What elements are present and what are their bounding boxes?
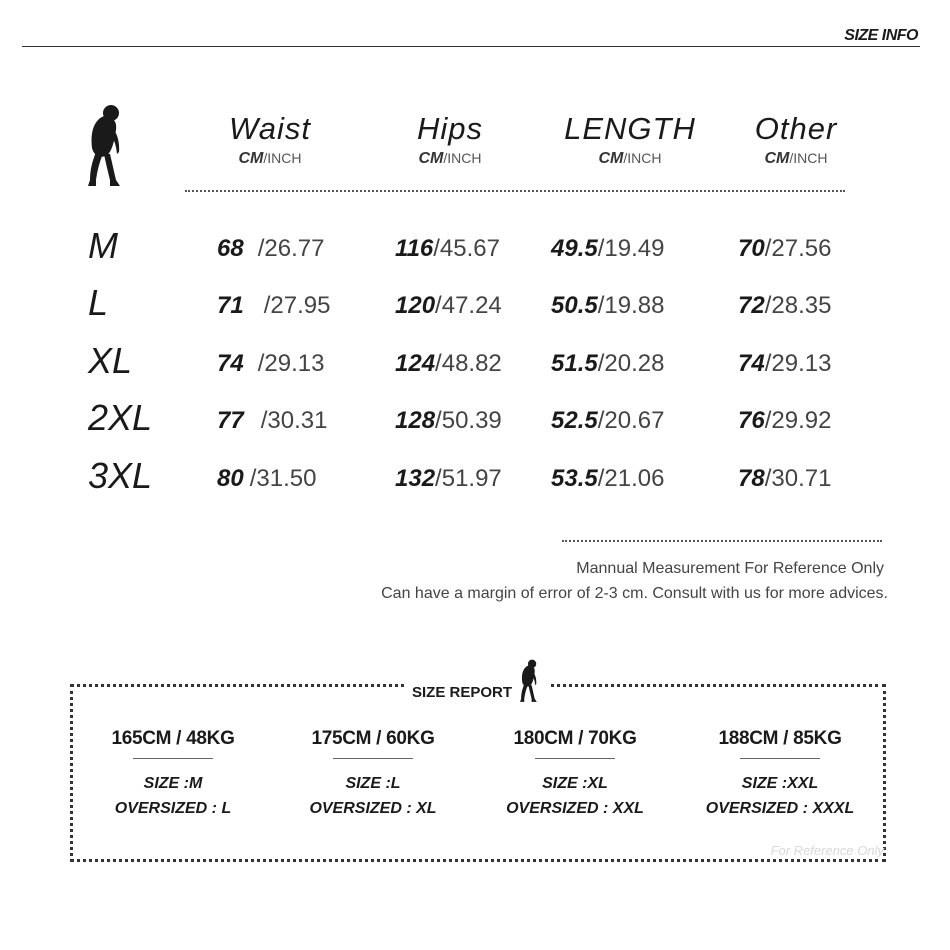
table-cell [217, 406, 327, 436]
monkey-figure-icon [518, 658, 542, 704]
cell-cm: 74 [217, 350, 244, 377]
unit-cm: CM [418, 150, 444, 167]
table-cell [551, 349, 664, 379]
column-title: LENGTH [564, 111, 696, 146]
cell-cm: 78 [738, 465, 765, 492]
oversized-size: OVERSIZED : XXL [506, 800, 644, 817]
note-line-2: Can have a margin of error of 2-3 cm. Consult with us for more advices. [381, 585, 888, 602]
cell-cm: 71 [217, 292, 244, 319]
table-cell [217, 464, 316, 494]
cell-inch: /26.77 [257, 235, 325, 262]
cell-inch: /19.88 [597, 292, 665, 319]
reference-footnote: For Reference Only [770, 843, 884, 858]
unit-cm: CM [764, 150, 790, 167]
column-header-other [726, 112, 866, 168]
unit-cm: CM [598, 150, 624, 167]
cell-inch: /47.24 [435, 292, 502, 319]
cell-cm: 74 [738, 350, 765, 377]
cell-inch: /30.71 [764, 465, 832, 492]
column-unit [726, 150, 866, 168]
cell-inch: /31.50 [249, 465, 317, 492]
cell-inch: /45.67 [433, 235, 500, 262]
cell-cm: 120 [395, 292, 436, 319]
header-dotted-divider [185, 190, 845, 192]
entry-divider [535, 758, 615, 759]
cell-cm: 68 [217, 235, 244, 262]
entry-divider [133, 758, 213, 759]
cell-inch: /29.13 [257, 350, 325, 377]
table-cell [395, 464, 502, 494]
size-report-entry [680, 728, 880, 821]
cell-cm: 128 [395, 407, 436, 434]
table-cell [551, 291, 664, 321]
recommended-size: SIZE :M [143, 775, 203, 792]
cell-inch: /29.13 [764, 350, 832, 377]
oversized-size: OVERSIZED : XL [309, 800, 437, 817]
cell-inch: /19.49 [597, 235, 665, 262]
height-weight: 180CM / 70KG [513, 728, 637, 749]
recommended-size: SIZE :XL [542, 775, 608, 792]
size-report-entry [73, 728, 273, 821]
table-cell [738, 349, 831, 379]
cell-inch: /29.92 [764, 407, 832, 434]
height-weight: 165CM / 48KG [111, 728, 235, 749]
cell-cm: 116 [395, 235, 434, 262]
unit-cm: CM [238, 150, 264, 167]
size-report-title: SIZE REPORT [412, 684, 513, 701]
entry-divider [333, 758, 413, 759]
cell-cm: 77 [217, 407, 244, 434]
height-weight: 175CM / 60KG [311, 728, 435, 749]
notes-dotted-divider [562, 540, 882, 542]
cell-inch: /27.56 [764, 235, 832, 262]
column-title: Hips [416, 111, 483, 146]
size-report-header [406, 664, 548, 704]
oversized-size: OVERSIZED : XXXL [705, 800, 855, 817]
cell-cm: 53.5 [551, 465, 598, 492]
cell-inch: /50.39 [435, 407, 502, 434]
cell-inch: /28.35 [764, 292, 832, 319]
note-line-1: Mannual Measurement For Reference Only [576, 560, 884, 577]
cell-cm: 52.5 [551, 407, 598, 434]
column-title: Other [754, 111, 838, 146]
column-header-length [550, 112, 710, 168]
cell-inch: /20.67 [597, 407, 665, 434]
size-table [0, 226, 950, 516]
table-cell [738, 406, 831, 436]
size-label: XL [88, 340, 133, 381]
oversized-size: OVERSIZED : L [114, 800, 232, 817]
cell-cm: 80 [217, 465, 244, 492]
cell-inch: /27.95 [263, 292, 331, 319]
column-header-waist [200, 112, 340, 168]
size-label: 3XL [88, 455, 153, 496]
cell-cm: 51.5 [551, 350, 598, 377]
table-cell [738, 464, 831, 494]
table-cell [217, 291, 330, 321]
cell-cm: 49.5 [551, 235, 598, 262]
column-header-hips [380, 112, 520, 168]
monkey-figure-icon [84, 104, 130, 188]
table-cell [217, 349, 324, 379]
table-cell [217, 234, 324, 264]
table-cell [551, 406, 664, 436]
table-cell [551, 464, 664, 494]
cell-inch: /21.06 [597, 465, 665, 492]
table-cell [395, 406, 502, 436]
table-cell [738, 291, 831, 321]
table-cell [738, 234, 831, 264]
entry-divider [740, 758, 820, 759]
cell-inch: /30.31 [260, 407, 328, 434]
cell-cm: 50.5 [551, 292, 598, 319]
cell-cm: 76 [738, 407, 765, 434]
cell-inch: /48.82 [435, 350, 502, 377]
column-unit [380, 150, 520, 168]
size-label: 2XL [88, 397, 153, 438]
table-cell [551, 234, 664, 264]
cell-cm: 132 [395, 465, 436, 492]
table-cell [395, 234, 500, 264]
unit-inch: /INCH [623, 150, 662, 166]
column-unit [550, 150, 710, 168]
cell-inch: /51.97 [435, 465, 502, 492]
cell-cm: 72 [738, 292, 765, 319]
cell-cm: 124 [395, 350, 436, 377]
unit-inch: /INCH [789, 150, 828, 166]
recommended-size: SIZE :XXL [741, 775, 819, 792]
column-unit [200, 150, 340, 168]
size-label: M [88, 225, 118, 266]
table-cell [395, 349, 502, 379]
header-divider [22, 46, 920, 47]
size-label: L [88, 282, 109, 323]
column-title: Waist [229, 111, 311, 146]
height-weight: 188CM / 85KG [718, 728, 842, 749]
cell-inch: /20.28 [597, 350, 665, 377]
size-info-title: SIZE INFO [844, 27, 918, 44]
size-report-entry [475, 728, 675, 821]
cell-cm: 70 [738, 235, 765, 262]
unit-inch: /INCH [443, 150, 482, 166]
table-cell [395, 291, 502, 321]
unit-inch: /INCH [263, 150, 302, 166]
recommended-size: SIZE :L [345, 775, 401, 792]
size-report-entry [273, 728, 473, 821]
